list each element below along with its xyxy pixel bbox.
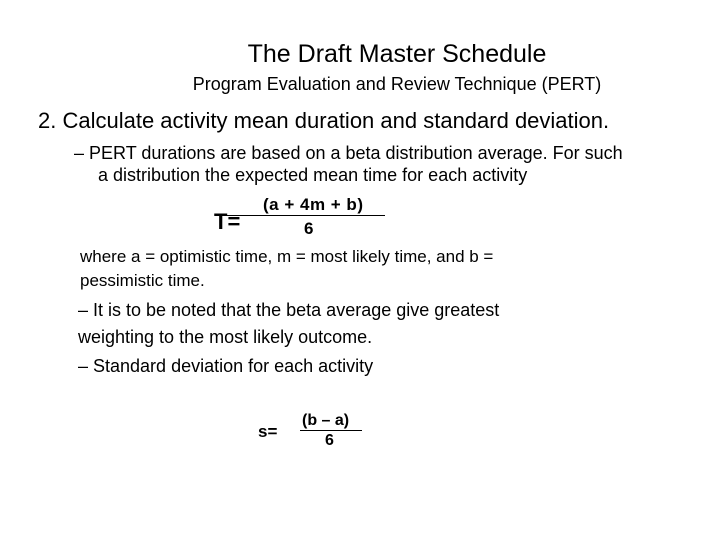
definition-text-line: where a = optimistic time, m = most likely time, and b = [80, 247, 494, 266]
mean-formula-denominator: 6 [304, 219, 314, 238]
mean-formula-numerator: (a + 4m + b) [263, 195, 364, 214]
point-heading: 2. Calculate activity mean duration and standard deviation. [38, 108, 610, 133]
stddev-formula-lhs: s= [258, 422, 278, 441]
bullet-text-line: – PERT durations are based on a beta distribution average. For such [74, 143, 623, 163]
slide-subtitle: Program Evaluation and Review Technique (PERT) [192, 74, 602, 94]
fraction-bar [300, 430, 362, 431]
note-text-line: – Standard deviation for each activity [78, 356, 374, 376]
slide-title: The Draft Master Schedule [247, 40, 547, 68]
note-text-line: – It is to be noted that the beta average give greatest [78, 300, 500, 320]
note-text-line: weighting to the most likely outcome. [78, 327, 373, 347]
stddev-formula-denominator: 6 [325, 432, 334, 449]
mean-formula-lhs: T= [214, 209, 241, 234]
stddev-formula-numerator: (b – a) [302, 412, 350, 429]
fraction-bar [225, 215, 385, 216]
bullet-text-line: a distribution the expected mean time for each activity [98, 165, 528, 185]
definition-text-line: pessimistic time. [80, 271, 205, 290]
